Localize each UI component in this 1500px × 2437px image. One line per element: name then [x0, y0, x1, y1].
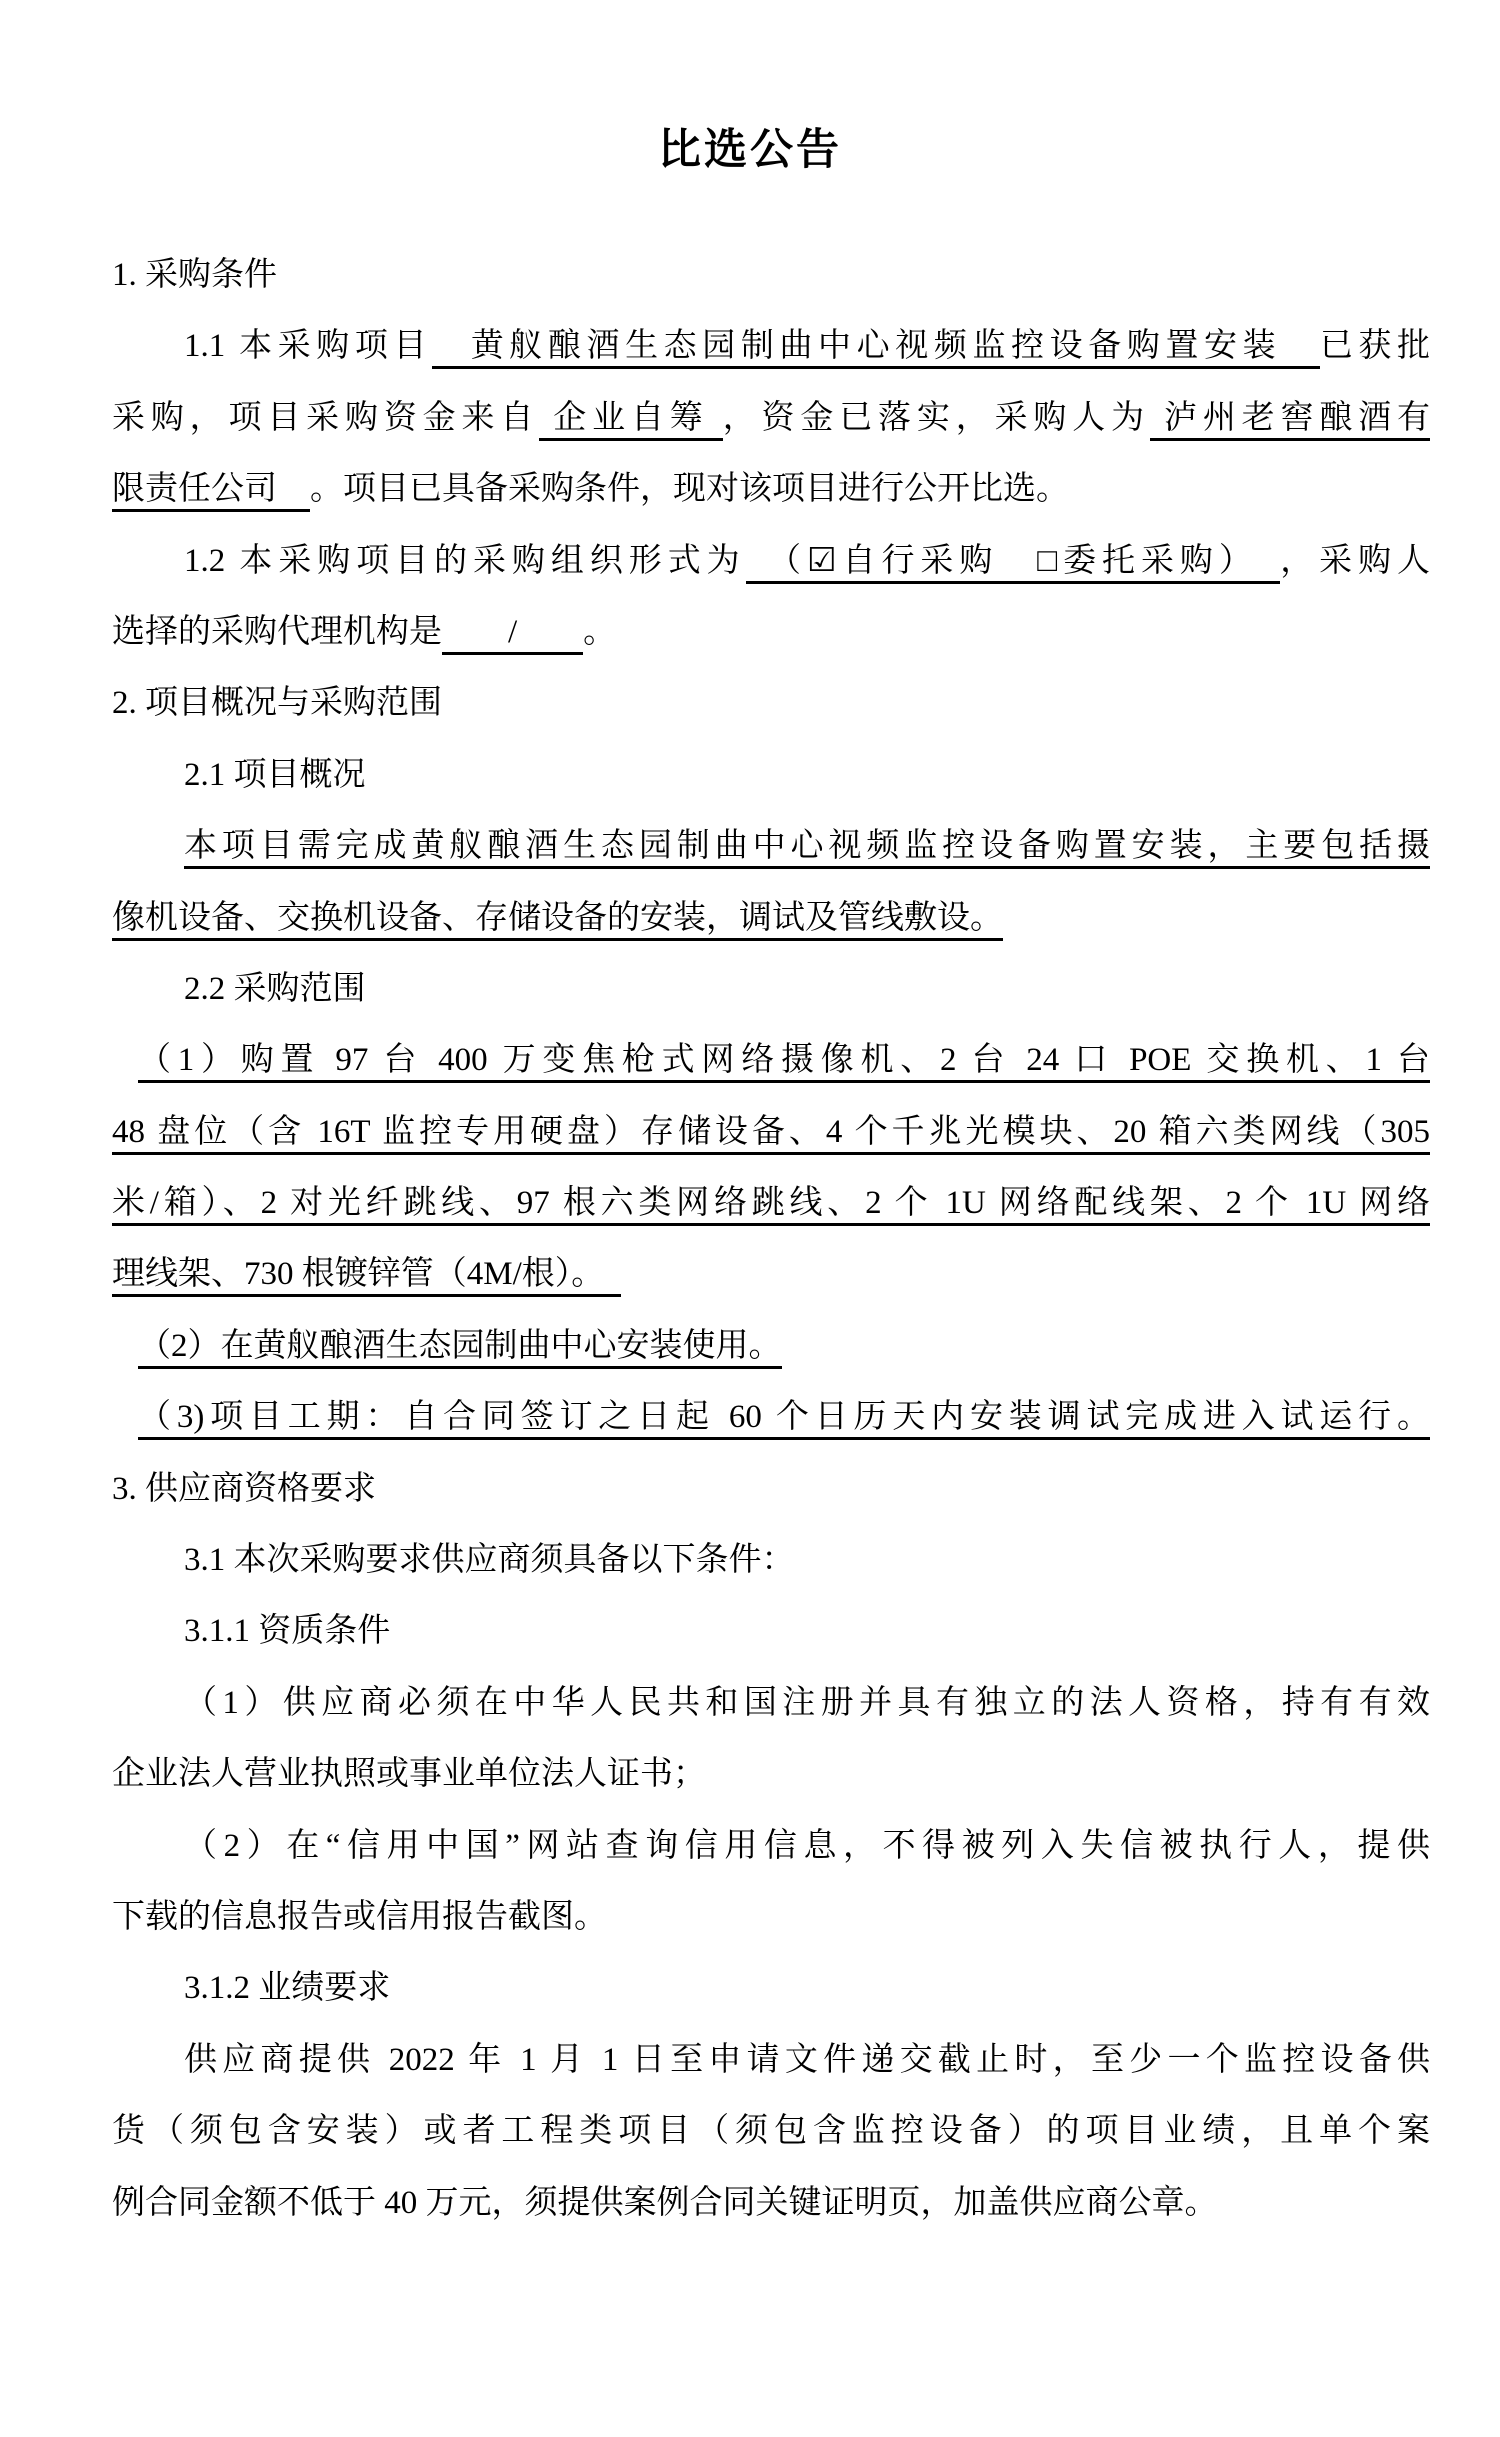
doc-line: [112, 740, 1430, 811]
underlined-text-segment: 黄舣酿酒生态园制曲中心视频监控设备购置安装: [432, 328, 1320, 369]
doc-line: [112, 1382, 1430, 1453]
text-segment: 2. 项目概况与采购范围: [112, 685, 442, 722]
doc-line: [112, 1596, 1430, 1667]
underlined-text-segment: /: [442, 614, 583, 655]
text-segment: 企业法人营业执照或事业单位法人证书；: [112, 1756, 706, 1793]
doc-line: [112, 1025, 1430, 1096]
text-segment: 。项目已具备采购条件，现对该项目进行公开比选。: [310, 471, 1069, 508]
text-segment: 。: [583, 613, 617, 650]
doc-line: [112, 526, 1430, 597]
doc-line: [112, 1739, 1430, 1810]
text-segment: 2.1 项目概况: [184, 756, 366, 793]
text-segment: ，采购人: [1280, 542, 1431, 579]
text-segment: （1）供应商必须在中华人民共和国注册并具有独立的法人资格，持有有效: [184, 1684, 1430, 1721]
section-heading: [112, 240, 1430, 311]
text-segment: 3.1.1 资质条件: [184, 1613, 391, 1650]
underlined-text-segment: 本项目需完成黄舣酿酒生态园制曲中心视频监控设备购置安装，主要包括摄: [184, 828, 1430, 869]
document-title: 比选公告: [658, 127, 842, 174]
underlined-text-segment: 限责任公司: [112, 471, 310, 512]
text-segment: 1.2 本采购项目的采购组织形式为: [184, 542, 746, 579]
text-segment: 选择的采购代理机构是: [112, 613, 442, 650]
text-segment: 例合同金额不低于 40 万元，须提供案例合同关键证明页，加盖供应商公章。: [112, 2184, 1218, 2221]
underlined-text-segment: （1）购置 97 台 400 万变焦枪式网络摄像机、2 台 24 口 POE 交换机、1 台: [138, 1042, 1430, 1083]
text-segment: 货（须包含安装）或者工程类项目（须包含监控设备）的项目业绩，且单个案: [112, 2113, 1430, 2150]
section-heading: [112, 1454, 1430, 1525]
underlined-text-segment: （2）在黄舣酿酒生态园制曲中心安装使用。: [138, 1328, 782, 1369]
doc-line: [112, 1239, 1430, 1310]
doc-line: [112, 383, 1430, 454]
doc-line: [112, 1168, 1430, 1239]
underlined-text-segment: 泸州老窖酿酒有: [1150, 400, 1430, 441]
underlined-text-segment: 米/箱）、2 对光纤跳线、97 根六类网络跳线、2 个 1U 网络配线架、2 个 1U 网络: [112, 1185, 1430, 1226]
text-segment: 下载的信息报告或信用报告截图。: [112, 1898, 607, 1935]
text-segment: 1.1 本采购项目: [184, 328, 433, 365]
doc-line: [112, 2168, 1430, 2239]
text-segment: 2.2 采购范围: [184, 970, 366, 1007]
underlined-text-segment: 像机设备、交换机设备、存储设备的安装，调试及管线敷设。: [112, 900, 1003, 941]
doc-line: [112, 811, 1430, 882]
document-body: [112, 240, 1430, 2239]
doc-line: [112, 1811, 1430, 1882]
text-segment: 3. 供应商资格要求: [112, 1470, 376, 1507]
doc-line: [112, 1953, 1430, 2024]
underlined-text-segment: （☑自行采购 □委托采购）: [746, 543, 1281, 584]
text-segment: ，资金已落实，采购人为: [722, 399, 1150, 436]
text-segment: 采购，项目采购资金来自: [112, 399, 540, 436]
underlined-text-segment: （3)项目工期：自合同签订之日起 60 个日历天内安装调试完成进入试运行。: [138, 1399, 1430, 1440]
doc-line: [112, 1882, 1430, 1953]
underlined-text-segment: 理线架、730 根镀锌管（4M/根）。: [112, 1256, 621, 1297]
underlined-text-segment: 企业自筹: [539, 400, 723, 441]
doc-line: [112, 2096, 1430, 2167]
text-segment: 3.1.2 业绩要求: [184, 1970, 391, 2007]
text-segment: 3.1 本次采购要求供应商须具备以下条件：: [184, 1542, 795, 1579]
section-heading: [112, 668, 1430, 739]
text-segment: 1. 采购条件: [112, 257, 277, 293]
text-segment: 已获批: [1319, 328, 1431, 365]
doc-line: [112, 1097, 1430, 1168]
text-segment: （2）在“信用中国”网站查询信用信息，不得被列入失信被执行人，提供: [184, 1827, 1430, 1864]
doc-line: [112, 311, 1430, 382]
doc-line: [112, 597, 1430, 668]
text-segment: 供应商提供 2022 年 1 月 1 日至申请文件递交截止时，至少一个监控设备供: [184, 2041, 1430, 2078]
doc-line: [112, 1311, 1430, 1382]
doc-line: [112, 1525, 1430, 1596]
doc-line: [112, 954, 1430, 1025]
doc-line: [112, 454, 1430, 525]
doc-line: [112, 2025, 1430, 2096]
underlined-text-segment: 48 盘位（含 16T 监控专用硬盘）存储设备、4 个千兆光模块、20 箱六类网线（305: [112, 1114, 1430, 1155]
doc-line: [112, 883, 1430, 954]
doc-line: [112, 1668, 1430, 1739]
